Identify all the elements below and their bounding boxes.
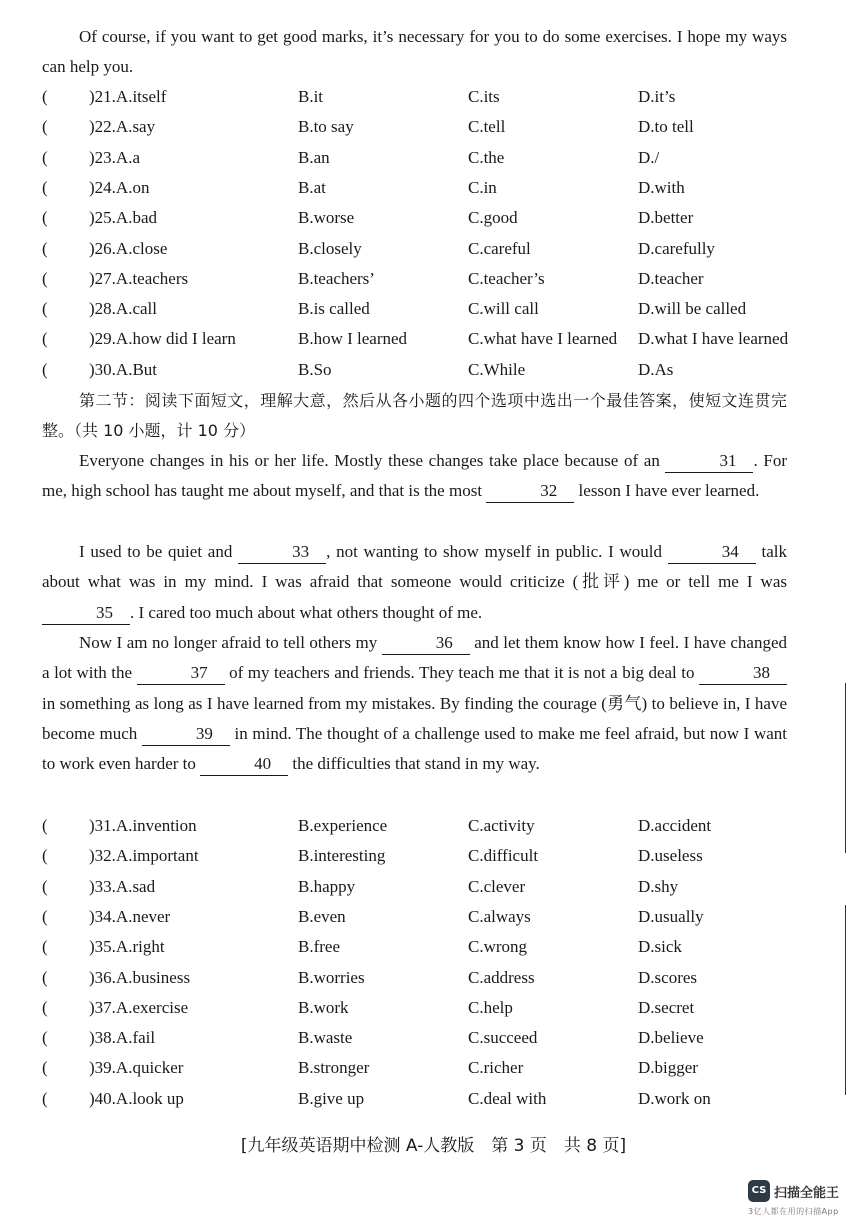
question-row — [42, 355, 802, 385]
answer-paren: ( — [42, 816, 48, 835]
option-c: C.difficult — [468, 846, 539, 866]
question-row — [42, 82, 802, 112]
blank-40: 40 — [200, 753, 288, 776]
option-b: B.an — [298, 147, 330, 167]
question-row — [42, 993, 802, 1023]
blank-34: 34 — [668, 541, 756, 564]
option-c: C.succeed — [468, 1028, 538, 1048]
blank-31: 31 — [665, 450, 753, 473]
option-d: D.to tell — [638, 117, 694, 137]
answer-paren: ( — [42, 117, 48, 137]
option-d: D.shy — [638, 876, 679, 896]
passage-text: in mind. The thought of a challenge used to make me feel afraid, but now I want to work even harder to — [42, 723, 788, 774]
answer-paren: ( — [42, 906, 48, 926]
answer-paren: ( — [42, 268, 48, 288]
option-b: B.closely — [298, 238, 362, 258]
option-c: C.richer — [468, 1058, 524, 1078]
option-d: D.useless — [638, 846, 703, 866]
scanner-app-name: 扫描全能王 — [774, 1186, 840, 1201]
passage-text: in something as long as I have learned from my mistakes. By finding the courage (勇气) to believe in, I have become much — [42, 693, 787, 743]
blank-32: 32 — [486, 480, 574, 503]
option-b: B.interesting — [298, 846, 386, 866]
question-number-option-a: )25.A.bad — [89, 208, 157, 228]
option-c: C.careful — [468, 238, 531, 258]
question-number-option-a: )37.A.exercise — [89, 997, 189, 1017]
answer-paren: ( — [42, 208, 48, 228]
blank-36: 36 — [382, 632, 470, 655]
question-row — [42, 264, 802, 294]
option-c: C.While — [468, 359, 526, 379]
question-row — [42, 234, 802, 264]
option-d: D.what I have learned — [638, 329, 789, 349]
question-row — [42, 143, 802, 173]
question-number-option-a: )23.A.a — [89, 147, 140, 167]
answer-paren: ( — [42, 147, 48, 167]
question-number-option-a: )31.A.invention — [89, 816, 197, 835]
option-d: D.bigger — [638, 1058, 698, 1078]
option-d: D.accident — [638, 816, 712, 835]
passage-text: lesson I have ever learned. — [578, 481, 760, 501]
option-c: C.clever — [468, 876, 526, 896]
option-d: D.with — [638, 177, 685, 197]
option-c: C.what have I learned — [468, 329, 618, 349]
option-c: C.in — [468, 177, 497, 197]
passage-paragraph-3 — [42, 628, 787, 779]
passage-text: . I cared too much about what others thought of me. — [130, 602, 483, 622]
question-number-option-a: )36.A.business — [89, 967, 191, 987]
question-number-option-a: )27.A.teachers — [89, 268, 189, 288]
answer-paren: ( — [42, 359, 48, 379]
question-number-option-a: )26.A.close — [89, 238, 168, 258]
section2-heading: 第二节：阅读下面短文，理解大意，然后从各小题的四个选项中选出一个最佳答案，使短文连贯完整。（共 10 小题，计 10 分） — [42, 391, 787, 441]
question-number-option-a: )21.A.itself — [89, 87, 167, 106]
passage-text: I used to be quiet and — [79, 542, 233, 561]
answer-paren: ( — [42, 967, 48, 987]
intro-paragraph: Of course, if you want to get good marks, it’s necessary for you to do some exercises. I hope my ways can help you. — [42, 27, 787, 77]
passage-text: Now I am no longer afraid to tell others my — [79, 633, 378, 652]
option-b: B.free — [298, 937, 341, 957]
question-number-option-a: )29.A.how did I learn — [89, 329, 236, 349]
option-d: D.work on — [638, 1088, 711, 1108]
option-c: C.always — [468, 906, 531, 926]
question-row — [42, 932, 802, 962]
question-row — [42, 1023, 802, 1053]
question-row — [42, 203, 802, 233]
option-d: D.will be called — [638, 299, 747, 319]
scanner-watermark — [748, 1180, 860, 1220]
question-row — [42, 324, 802, 354]
question-number-option-a: )24.A.on — [89, 177, 150, 197]
option-d: D.usually — [638, 906, 704, 926]
page-footer: [九年级英语期中检测 A-人教版 第 3 页 共 8 页] — [240, 1136, 627, 1156]
option-b: B.worries — [298, 967, 365, 987]
question-row — [42, 173, 802, 203]
passage-text: , not wanting to show myself in public. I would — [326, 542, 663, 561]
blank-39: 39 — [142, 723, 230, 746]
passage-text: talk about what was in my mind. I was afraid that someone would criticize (批评) me or tell me I was — [42, 542, 788, 592]
passage-text: the difficulties that stand in my way. — [292, 754, 540, 774]
option-d: D./ — [638, 147, 660, 167]
question-number-option-a: )22.A.say — [89, 117, 156, 137]
question-row — [42, 1053, 802, 1083]
answer-paren: ( — [42, 329, 48, 349]
option-b: B.stronger — [298, 1058, 370, 1078]
option-b: B.is called — [298, 299, 370, 319]
option-c: C.its — [468, 87, 500, 106]
question-row — [42, 811, 802, 841]
option-c: C.the — [468, 147, 505, 167]
answer-paren: ( — [42, 997, 48, 1017]
option-c: C.address — [468, 967, 535, 987]
passage-text: of my teachers and friends. They teach me that it is not a big deal to — [229, 663, 695, 683]
option-d: D.carefully — [638, 238, 715, 258]
question-number-option-a: )35.A.right — [89, 937, 165, 957]
answer-paren: ( — [42, 1028, 48, 1048]
answer-paren: ( — [42, 1088, 48, 1108]
option-c: C.wrong — [468, 937, 528, 957]
answer-paren: ( — [42, 299, 48, 319]
answer-paren: ( — [42, 238, 48, 258]
option-b: B.teachers’ — [298, 268, 375, 288]
option-d: D.As — [638, 359, 674, 379]
option-d: D.believe — [638, 1028, 704, 1048]
option-b: B.give up — [298, 1088, 365, 1108]
option-c: C.tell — [468, 117, 506, 137]
option-b: B.happy — [298, 876, 356, 896]
passage-paragraph-1 — [42, 446, 787, 507]
passage-paragraph-2 — [42, 537, 787, 628]
binding-margin-line — [845, 683, 846, 853]
question-number-option-a: )40.A.look up — [89, 1088, 184, 1108]
question-number-option-a: )33.A.sad — [89, 876, 156, 896]
option-d: D.scores — [638, 967, 698, 987]
blank-38: 38 — [699, 662, 787, 685]
option-d: D.it’s — [638, 87, 676, 106]
option-b: B.worse — [298, 208, 355, 228]
option-d: D.better — [638, 208, 694, 228]
option-d: D.secret — [638, 997, 695, 1017]
question-number-option-a: )28.A.call — [89, 299, 157, 319]
passage-text: . For me, high school has taught me about myself, and that is the most — [42, 451, 787, 501]
question-row — [42, 872, 802, 902]
option-d: D.sick — [638, 937, 682, 957]
blank-35: 35 — [42, 602, 130, 625]
answer-paren: ( — [42, 87, 48, 106]
option-c: C.will call — [468, 299, 539, 319]
option-b: B.work — [298, 997, 349, 1017]
question-number-option-a: )30.A.But — [89, 359, 157, 379]
passage-text: and let them know how I feel. I have changed a lot with the — [42, 633, 788, 683]
scanner-tagline: 3亿人都在用的扫描App — [748, 1207, 839, 1216]
option-c: C.good — [468, 208, 518, 228]
option-b: B.to say — [298, 117, 354, 137]
question-number-option-a: )34.A.never — [89, 906, 171, 926]
binding-margin-line — [845, 905, 846, 1095]
option-d: D.teacher — [638, 268, 704, 288]
answer-paren: ( — [42, 846, 48, 866]
question-number-option-a: )39.A.quicker — [89, 1058, 184, 1078]
option-c: C.help — [468, 997, 513, 1017]
answer-paren: ( — [42, 937, 48, 957]
option-b: B.even — [298, 906, 346, 926]
passage-text: Everyone changes in his or her life. Mostly these changes take place because of an — [79, 451, 660, 470]
option-c: C.teacher’s — [468, 268, 545, 288]
option-b: B.it — [298, 87, 324, 106]
option-c: C.activity — [468, 816, 535, 835]
scanner-logo-icon: CS — [748, 1180, 770, 1202]
option-c: C.deal with — [468, 1088, 547, 1108]
answer-paren: ( — [42, 177, 48, 197]
question-row — [42, 841, 802, 871]
option-b: B.how I learned — [298, 329, 408, 349]
blank-37: 37 — [137, 662, 225, 685]
question-row — [42, 902, 802, 932]
option-b: B.So — [298, 359, 332, 379]
question-row — [42, 112, 802, 142]
option-b: B.at — [298, 177, 326, 197]
answer-paren: ( — [42, 876, 48, 896]
option-b: B.experience — [298, 816, 388, 835]
option-b: B.waste — [298, 1028, 353, 1048]
question-row — [42, 963, 802, 993]
question-row — [42, 294, 802, 324]
blank-33: 33 — [238, 541, 326, 564]
answer-paren: ( — [42, 1058, 48, 1078]
question-number-option-a: )38.A.fail — [89, 1028, 156, 1048]
question-row — [42, 1084, 802, 1114]
question-number-option-a: )32.A.important — [89, 846, 199, 866]
